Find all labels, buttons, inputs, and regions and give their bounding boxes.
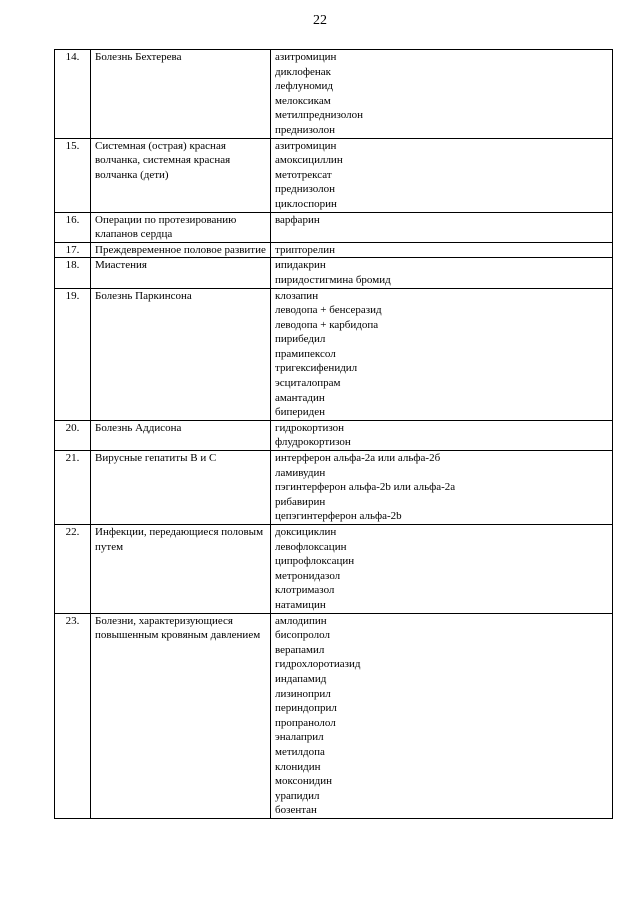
drug-name: индапамид [275,672,327,685]
page-number: 22 [313,13,327,28]
drug-list [271,420,613,450]
drug-name: ламивудин [275,466,326,479]
disease-name: Вирусные гепатиты B и C [91,451,271,525]
drug-name: рибавирин [275,495,326,508]
drug-name: пропранолол [275,716,336,729]
drug-name: диклофенак [275,65,331,78]
drug-name: азитромицин [275,51,337,63]
disease-name: Болезнь Паркинсона [91,288,271,420]
disease-name: Системная (острая) красная волчанка, системная красная волчанка (дети) [91,138,271,212]
drug-list [271,613,613,818]
row-number: 19. [55,288,91,420]
drug-name: метилпреднизолон [275,109,364,122]
disease-name: Преждевременное половое развитие [91,242,271,258]
row-number: 22. [55,525,91,614]
drug-name: циклоспорин [275,197,337,210]
drug-name: клонидин [275,760,321,773]
drug-name: цепэгинтерферон альфа-2b [275,510,402,523]
row-number: 18. [55,258,91,288]
drug-name: лефлуномид [275,80,333,93]
medication-table [54,49,613,819]
drug-name: леводопа + бенсеразид [275,304,382,317]
drug-name: эсциталопрам [275,377,341,390]
drug-name: метилдопа [275,745,325,758]
drug-list [271,525,613,614]
drug-name: клозапин [275,289,319,302]
drug-name: пиридостигмина бромид [275,273,391,286]
table-row [55,258,613,288]
drug-list [271,258,613,288]
row-number: 23. [55,613,91,818]
drug-name: доксициклин [275,526,337,538]
drug-name: преднизолон [275,183,336,196]
drug-list [271,288,613,420]
disease-name: Инфекции, передающиеся половым путем [91,525,271,614]
row-number: 17. [55,242,91,258]
drug-name: прамипексол [275,347,336,360]
disease-name: Болезнь Бехтерева [91,50,271,139]
drug-name: урапидил [275,789,320,802]
drug-name: метотрексат [275,168,332,181]
drug-name: моксонидин [275,775,333,788]
drug-name: клотримазол [275,584,335,597]
drug-name: интерферон альфа-2а или альфа-2б [275,452,441,465]
drug-name: бозентан [275,804,317,817]
disease-name: Операции по протезированию клапанов сердца [91,212,271,242]
drug-list [271,50,613,139]
drug-name: трипторелин [275,243,336,256]
drug-name: амлодипин [275,614,327,627]
row-number: 20. [55,420,91,450]
drug-name: ипидакрин [275,259,326,272]
drug-name: флудрокортизон [275,436,351,449]
drug-name: пэгинтерферон альфа-2b или альфа-2a [275,481,456,494]
drug-list [271,242,613,258]
row-number: 16. [55,212,91,242]
drug-name: амоксициллин [275,154,343,167]
drug-name: эналаприл [275,731,324,744]
drug-list [271,138,613,212]
table-row [55,420,613,450]
table-row [55,212,613,242]
row-number: 15. [55,138,91,212]
table-row [55,242,613,258]
table-row [55,138,613,212]
disease-name: Миастения [91,258,271,288]
drug-name: леводопа + карбидопа [275,318,379,331]
disease-name: Болезнь Аддисона [91,420,271,450]
drug-name: азитромицин [275,139,337,152]
drug-name: натамицин [275,598,326,611]
table-row [55,50,613,139]
table-row [55,525,613,614]
drug-name: гидрокортизон [275,421,344,434]
drug-name: гидрохлоротиазид [275,658,361,671]
drug-name: тригексифенидил [275,362,358,375]
table-row [55,288,613,420]
row-number: 21. [55,451,91,525]
drug-list [271,212,613,242]
table-row [55,451,613,525]
drug-name: мелоксикам [275,94,331,107]
drug-name: метронидазол [275,569,341,582]
drug-name: лизиноприл [275,687,331,700]
drug-name: амантадин [275,391,325,404]
row-number: 14. [55,50,91,139]
drug-name: бипериден [275,406,326,419]
drug-name: ципрофлоксацин [275,555,355,568]
drug-name: преднизолон [275,123,336,136]
disease-name: Болезни, характеризующиеся повышенным кровяным давлением [91,613,271,818]
drug-name: периндоприл [275,702,337,715]
drug-name: пирибедил [275,333,326,346]
drug-list [271,451,613,525]
table-row [55,613,613,818]
drug-name: бисопролол [275,629,330,642]
drug-name: варфарин [275,213,320,226]
drug-name: верапамил [275,643,325,656]
drug-name: левофлоксацин [275,540,347,553]
